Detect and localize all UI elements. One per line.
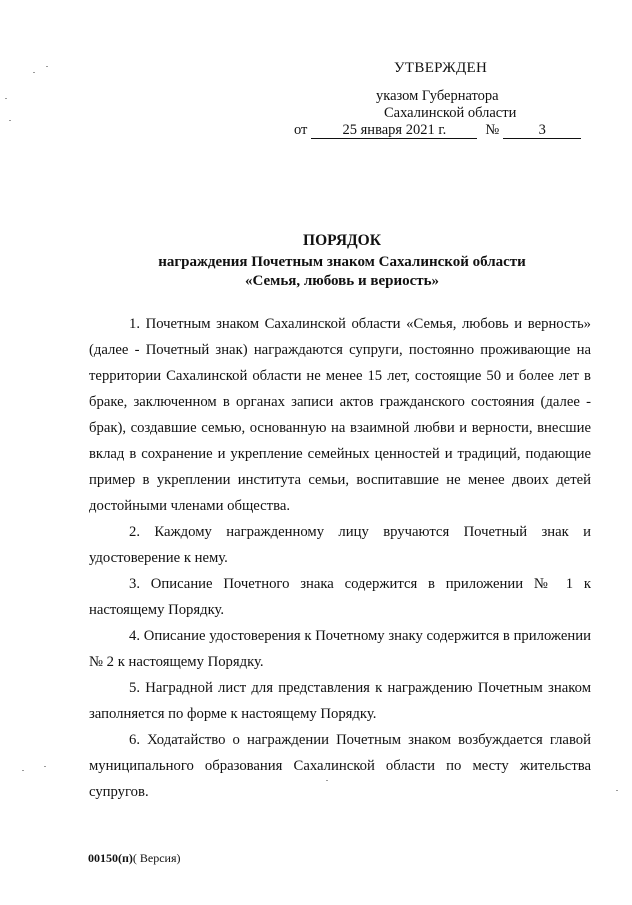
- scan-speck: [616, 790, 618, 791]
- paragraph-3: 3. Описание Почетного знака содержится в приложении № 1 к настоящему Порядку.: [89, 576, 591, 618]
- document-version: ( Версия): [132, 851, 181, 865]
- award-name: «Семья, любовь и вериость»: [244, 273, 440, 289]
- paragraph-6: 6. Ходатайство о награждении Почетным знаком возбуждается главой муниципального образования Сахалинской области по месту жительства супругов.: [89, 732, 591, 800]
- date-prefix: от: [294, 122, 308, 138]
- paragraph-2: 2. Каждому награжденному лицу вручаются Почетный знак и удостоверение к нему.: [89, 524, 591, 566]
- number-prefix: №: [485, 122, 500, 138]
- scan-speck: [326, 780, 328, 781]
- approval-stamp-title: УТВЕРЖДЕН: [394, 60, 488, 76]
- paragraph-5: 5. Наградной лист для представления к награждению Почетным знаком заполняется по форме к настоящему Порядку.: [89, 680, 591, 722]
- scan-speck: [46, 66, 48, 67]
- document-subtitle: награждения Почетным знаком Сахалинской области: [158, 254, 526, 270]
- paragraph-4: 4. Описание удостоверения к Почетному знаку содержится в приложении № 2 к настоящему Порядку.: [89, 628, 591, 670]
- document-code: 00150(п): [88, 851, 133, 865]
- scan-speck: [44, 766, 46, 767]
- approval-date: 25 января 2021 г.: [311, 123, 477, 139]
- document-body: [89, 311, 591, 805]
- document-heading: ПОРЯДОК: [303, 232, 381, 249]
- approval-decree: указом Губернатора: [376, 88, 499, 104]
- paragraph-1: 1. Почетным знаком Сахалинской области «Семья, любовь и верность» (далее - Почетный знак) награждаются супруги, постоянно проживающие на территории Сахалинской области не менее 15 лет, состоящие 50 и более лет в браке, заключенном в органах записи актов гражданского состояния (далее - брак), создавшие семью, основанную на взаимной любви и верности, внесшие вклад в сохранение и укрепление семейных ценностей и традиций, подающие пример в укреплении института семьи, воспитавшие не менее двоих детей достойными членами общества.: [89, 316, 591, 514]
- approval-number: 3: [503, 123, 581, 139]
- scan-speck: [33, 72, 35, 73]
- approval-region: Сахалинской области: [384, 105, 517, 121]
- scan-speck: [9, 120, 11, 121]
- scan-speck: [22, 770, 24, 771]
- approval-date-line: [294, 122, 581, 139]
- scan-speck: [5, 98, 7, 99]
- document-footer: [88, 851, 181, 866]
